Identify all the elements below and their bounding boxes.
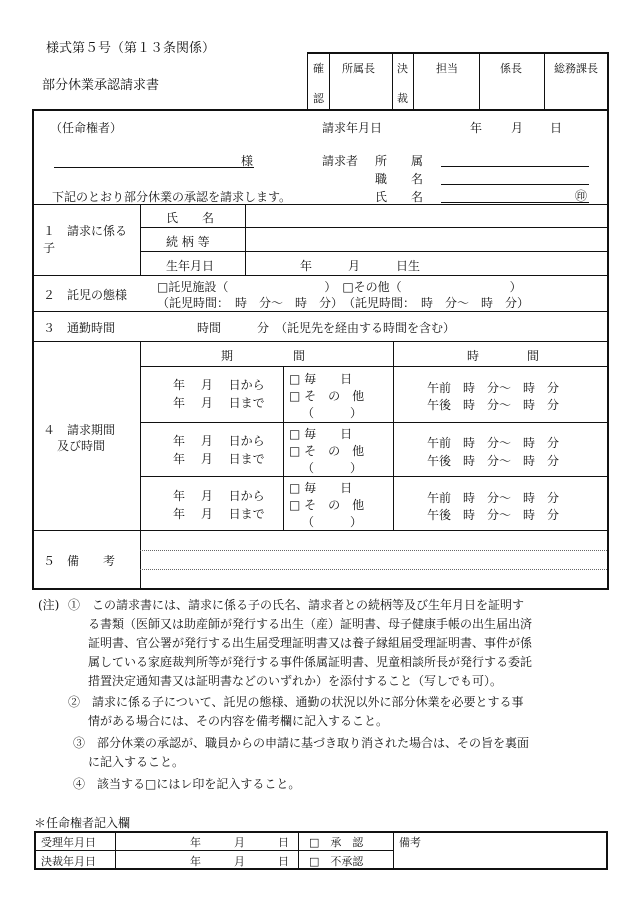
ninmei-biko-label: 備考 bbox=[399, 836, 421, 849]
pm-time[interactable]: 午後 時 分～ 時 分 bbox=[427, 454, 560, 468]
pm-time[interactable]: 午後 時 分～ 時 分 bbox=[427, 508, 560, 522]
shozoku-label: 所 属 bbox=[375, 154, 424, 168]
section1-label: １ 請求に係る子 bbox=[43, 224, 128, 255]
shimei-field[interactable] bbox=[441, 202, 589, 203]
addressee-line[interactable] bbox=[54, 167, 254, 168]
approval-tanto: 担当 bbox=[436, 62, 458, 75]
approval-somukacho: 総務課長 bbox=[554, 62, 598, 75]
note-2b: 情がある場合には、その内容を備考欄に記入すること。 bbox=[88, 714, 389, 728]
child-birth-value[interactable]: 年 月 日生 bbox=[300, 259, 421, 273]
approval-kakunin-2: 認 bbox=[313, 92, 324, 105]
received-date-label: 受理年月日 bbox=[41, 836, 96, 849]
form-title: 部分休業承認請求書 bbox=[42, 78, 160, 93]
period-header: 期 間 bbox=[221, 349, 306, 363]
other-paren[interactable]: （ ） bbox=[302, 406, 363, 420]
approval-shozokucho: 所属長 bbox=[342, 62, 375, 75]
shoku-label: 職 名 bbox=[375, 172, 424, 186]
ninmei-section-title: ＊任命権者記入欄 bbox=[34, 816, 131, 830]
requester-label: 請求者 bbox=[322, 154, 359, 168]
note-3: ③ 部分休業の承認が、職員からの申請に基づき取り消された場合は、その旨を裏面 bbox=[73, 736, 530, 750]
period-to[interactable]: 年 月 日まで bbox=[173, 507, 265, 521]
note-3b: に記入すること。 bbox=[88, 755, 185, 769]
section2-label: ２ 託児の態様 bbox=[43, 288, 128, 302]
request-month: 月 bbox=[511, 121, 524, 135]
note-1d: 属している家庭裁判所等が発行する事件係属証明書、児童相談所長が発行する委託 bbox=[88, 655, 533, 669]
approval-kessai-2: 裁 bbox=[397, 92, 408, 105]
am-time[interactable]: 午前 時 分～ 時 分 bbox=[427, 381, 560, 395]
decided-date-value[interactable]: 年 月 日 bbox=[190, 855, 289, 868]
shozoku-field[interactable] bbox=[441, 166, 589, 167]
period-to[interactable]: 年 月 日まで bbox=[173, 452, 265, 466]
note-1: ① この請求書には、請求に係る子の氏名、請求者との続柄等及び生年月日を証明す bbox=[68, 598, 525, 612]
shoku-field[interactable] bbox=[441, 184, 589, 185]
request-day: 日 bbox=[550, 121, 563, 135]
daily-checkbox[interactable]: □ 毎 日 bbox=[289, 372, 353, 386]
form-number: 様式第５号（第１３条関係） bbox=[46, 41, 216, 56]
section4-label-1: ４ 請求期間 bbox=[43, 423, 116, 437]
approval-kakaricho: 係長 bbox=[500, 62, 522, 75]
time-header: 時 間 bbox=[467, 349, 540, 363]
note-1e: 措置決定通知書又は証明書などのいずれか）を添付すること（写しでも可）。 bbox=[88, 674, 503, 688]
ninmei-label: （任命権者） bbox=[50, 121, 123, 135]
am-time[interactable]: 午前 時 分～ 時 分 bbox=[427, 491, 560, 505]
daily-checkbox[interactable]: □ 毎 日 bbox=[289, 427, 353, 441]
pm-time[interactable]: 午後 時 分～ 時 分 bbox=[427, 398, 560, 412]
note-4: ④ 該当する□にはレ印を記入すること。 bbox=[73, 777, 301, 791]
child-birth-label: 生年月日 bbox=[166, 259, 215, 273]
section3-label: ３ 通勤時間 bbox=[43, 321, 116, 335]
other-paren[interactable]: （ ） bbox=[302, 461, 363, 475]
approval-kakunin-1: 確 bbox=[313, 62, 324, 75]
seal-mark: ㊞ bbox=[575, 189, 588, 203]
remarks-field[interactable] bbox=[141, 531, 606, 588]
period-from[interactable]: 年 月 日から bbox=[173, 378, 265, 392]
section4-label-2: 及び時間 bbox=[57, 439, 106, 453]
intro-text: 下記のとおり部分休業の承認を請求します。 bbox=[52, 190, 292, 204]
approve-checkbox[interactable]: □ 承 認 bbox=[309, 836, 364, 849]
request-year: 年 bbox=[470, 121, 483, 135]
childcare-line2[interactable]: （託児時間： 時 分～ 時 分） （託児時間： 時 分～ 時 分） bbox=[157, 296, 530, 310]
period-from[interactable]: 年 月 日から bbox=[173, 434, 265, 448]
child-name-label: 氏 名 bbox=[166, 211, 215, 225]
period-from[interactable]: 年 月 日から bbox=[173, 489, 265, 503]
childcare-line1[interactable]: □託児施設（ ） □その他（ ） bbox=[157, 280, 522, 294]
notes-head: (注) bbox=[38, 598, 60, 612]
other-checkbox[interactable]: □ そ の 他 bbox=[289, 498, 365, 512]
sama-label: 様 bbox=[241, 154, 254, 168]
period-to[interactable]: 年 月 日まで bbox=[173, 396, 265, 410]
other-checkbox[interactable]: □ そ の 他 bbox=[289, 389, 365, 403]
note-1b: る書類（医師又は助産師が発行する出生（産）証明書、母子健康手帳の出生届出済 bbox=[88, 617, 533, 631]
commute-content[interactable]: 時間 分 （託児先を経由する時間を含む） bbox=[197, 321, 456, 335]
note-2: ② 請求に係る子について、託児の態様、通勤の状況以外に部分休業を必要とする事 bbox=[68, 695, 524, 709]
other-checkbox[interactable]: □ そ の 他 bbox=[289, 444, 365, 458]
decided-date-label: 決裁年月日 bbox=[41, 855, 96, 868]
disapprove-checkbox[interactable]: □ 不承認 bbox=[309, 855, 364, 868]
shimei-label: 氏 名 bbox=[375, 190, 424, 204]
request-date-label: 請求年月日 bbox=[322, 121, 383, 135]
child-relation-label: 続 柄 等 bbox=[166, 235, 210, 249]
daily-checkbox[interactable]: □ 毎 日 bbox=[289, 481, 353, 495]
received-date-value[interactable]: 年 月 日 bbox=[190, 836, 289, 849]
note-1c: 証明書、官公署が発行する出生届受理証明書又は養子縁組届受理証明書、事件が係 bbox=[88, 636, 533, 650]
approval-kessai-1: 決 bbox=[397, 62, 408, 75]
other-paren[interactable]: （ ） bbox=[302, 515, 363, 529]
section5-label: ５ 備 考 bbox=[43, 554, 116, 568]
am-time[interactable]: 午前 時 分～ 時 分 bbox=[427, 436, 560, 450]
